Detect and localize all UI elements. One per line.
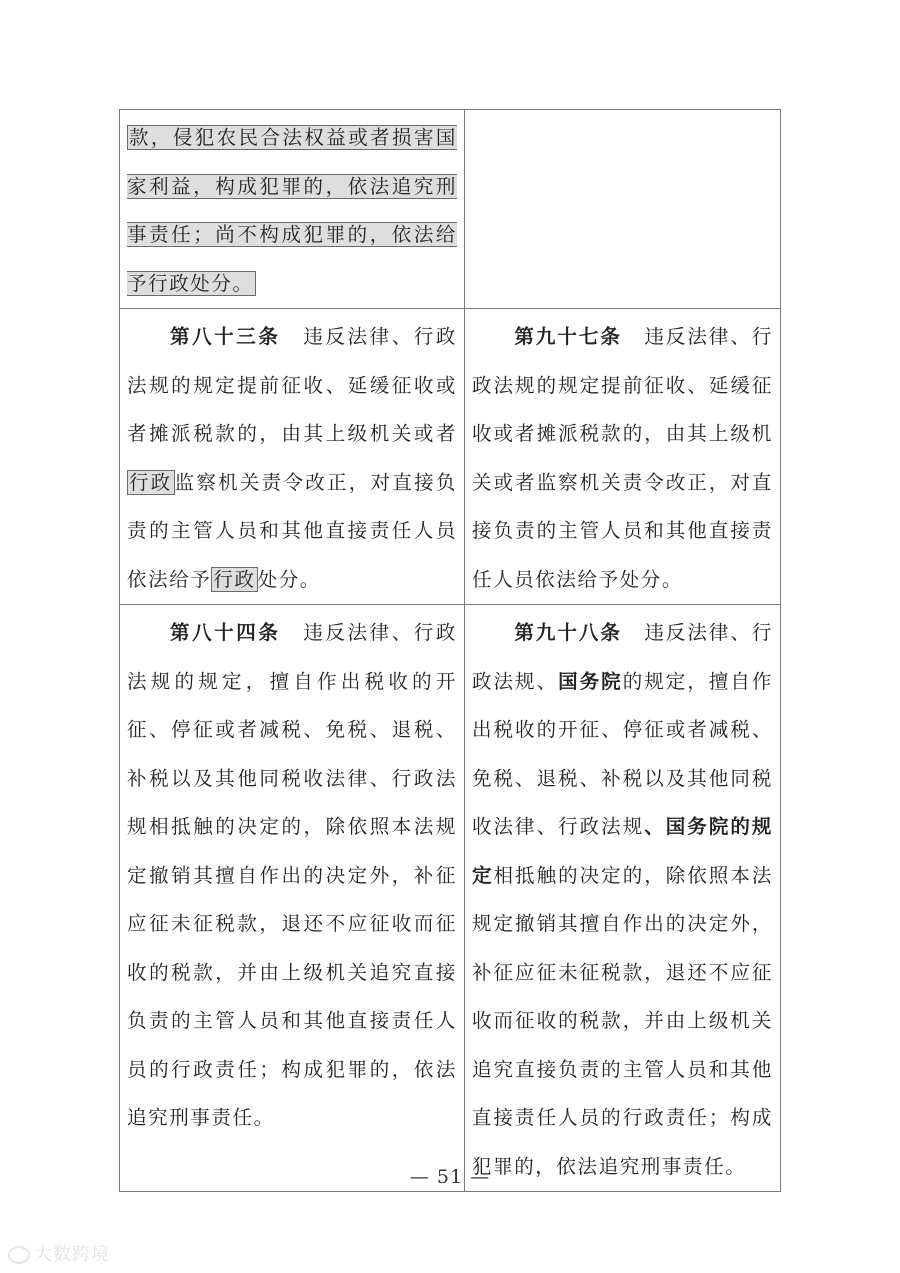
- new-text-cell: [465, 110, 781, 309]
- article-text: 的规定，擅自作出税收的开征、停征或者减税、免税、退税、补税以及其他同税收法律、行政法规: [472, 669, 773, 838]
- new-text-cell: [465, 605, 781, 1192]
- article-number: 第八十四条: [169, 621, 281, 644]
- article-text: 监察机关责令改正，对直接负责的主管人员和其他直接责任人员依法给予: [127, 470, 457, 591]
- page-number: — 51 —: [409, 1166, 491, 1188]
- old-text-cell: [120, 110, 465, 309]
- highlighted-deleted-text: 款，侵犯农民合法权益或者损害国家利益，构成犯罪的，依法追究刑事责任；尚不构成犯罪的，依法给予行政处分。: [127, 126, 457, 295]
- article-number: 第九十七条: [514, 325, 622, 348]
- article-text: 违反法律、行政法规的规定，擅自作出税收的开征、停征或者减税、免税、退税、补税以及其他同税收法律、行政法规相抵触的决定的，除依照本法规定撤销其擅自作出的决定外，补征应征未征税款，退还不应征收而征收的税款，并由上级机关追究直接负责的主管人员和其他直接责任人员的行政责任；构成犯罪的，依法追究刑事责任。: [127, 621, 457, 1129]
- comparison-table: [119, 109, 781, 1192]
- article-text: 违反法律、行政法规的规定提前征收、延缓征收或者摊派税款的，由其上级机关或者监察机关责令改正，对直接负责的主管人员和其他直接责任人员依法给予处分。: [472, 325, 773, 591]
- watermark: [8, 1240, 110, 1266]
- watermark-logo-icon: [8, 1246, 30, 1264]
- table-row: [120, 309, 781, 605]
- article-text: 相抵触的决定的，除依照本法规定撤销其擅自作出的决定外，补征应征未征税款，退还不应征收而征收的税款，并由上级机关追究直接负责的主管人员和其他直接责任人员的行政责任；构成犯罪的，依法追究刑事责任。: [472, 863, 773, 1178]
- old-text-cell: [120, 309, 465, 605]
- bold-added-text: 、国务院的规定: [472, 815, 773, 887]
- article-number: 第九十八条: [514, 621, 622, 644]
- table-row: [120, 110, 781, 309]
- article-text: 违反法律、行政法规的规定提前征收、延缓征收或者摊派税款的，由其上级机关或者: [127, 325, 457, 445]
- old-text-cell: [120, 605, 465, 1192]
- highlighted-deleted-text: 行政: [129, 470, 173, 494]
- article-text: 违反法律、行政法规、: [472, 621, 773, 693]
- article-text: 处分。: [257, 567, 321, 591]
- watermark-text: 大数跨境: [34, 1244, 110, 1265]
- table-row: [120, 605, 781, 1192]
- highlighted-deleted-text: 行政: [213, 567, 256, 591]
- new-text-cell: [465, 309, 781, 605]
- bold-added-text: 国务院: [558, 669, 623, 693]
- article-number: 第八十三条: [169, 325, 281, 348]
